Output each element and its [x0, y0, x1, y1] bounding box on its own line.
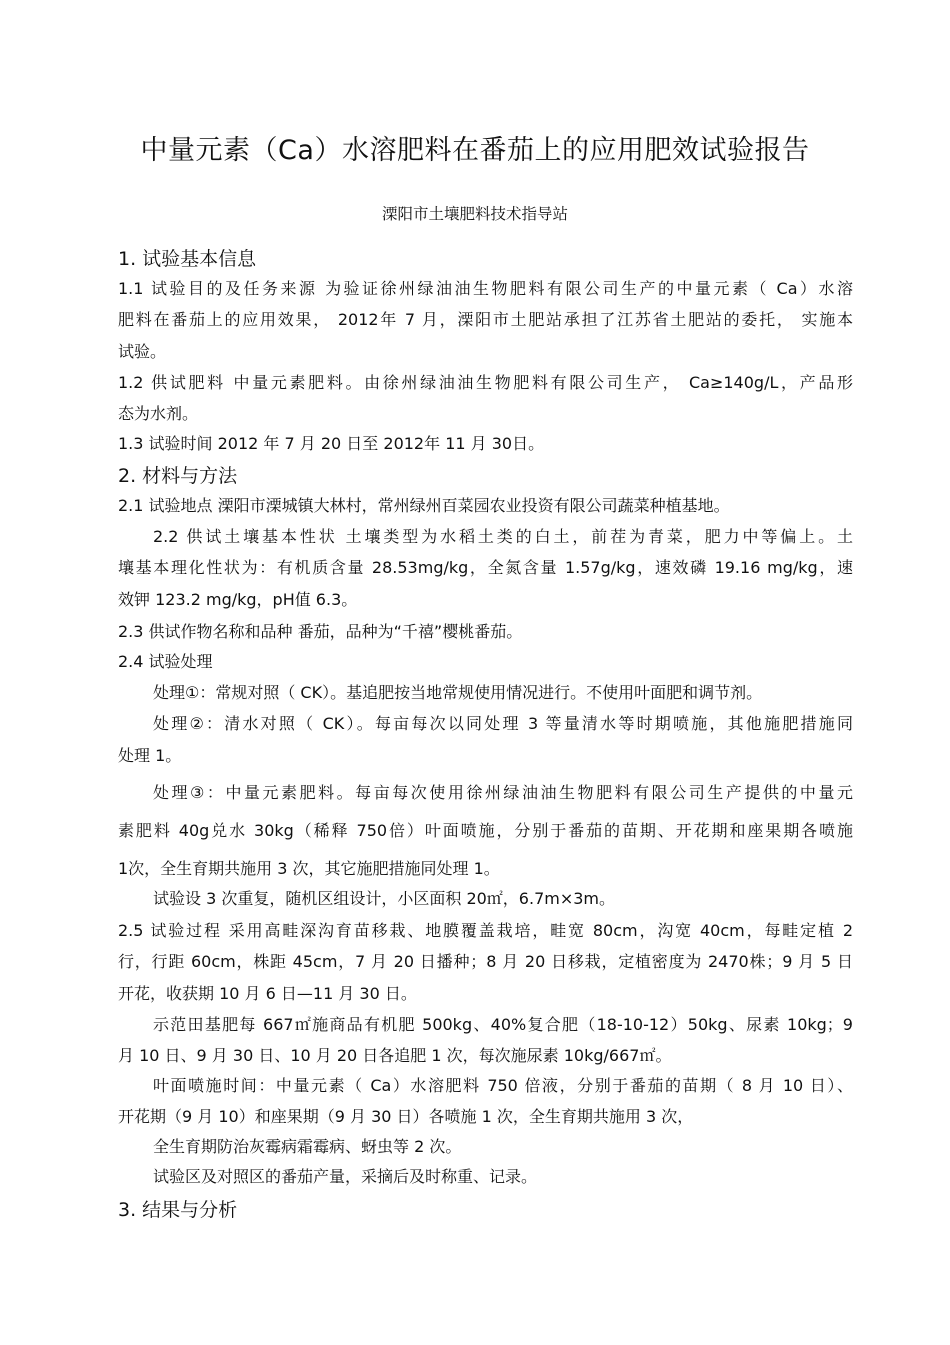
paragraph-line: 2.4 试验处理 [118, 652, 213, 671]
paragraph-line: 行，行距 60cm，株距 45cm，7 月 20 日播种；8 月 20 日移栽，定植密度为 2470株；9 月 5 日 [118, 952, 853, 971]
paragraph-line: 处理①：常规对照（ CK）。基追肥按当地常规使用情况进行。不使用叶面肥和调节剂。 [153, 683, 763, 702]
section-heading: 3. 结果与分析 [118, 1199, 238, 1221]
paragraph-line: 试验。 [118, 342, 167, 361]
paragraph-line: 示范田基肥每 667㎡施商品有机肥 500kg、40%复合肥（18-10-12）50kg、尿素 10kg；9 [153, 1015, 853, 1034]
paragraph-line: 素肥料 40g兑水 30kg（稀释 750倍）叶面喷施，分别于番茄的苗期、开花期和座果期各喷施 [118, 821, 853, 840]
paragraph-line: 处理 1。 [118, 746, 182, 765]
paragraph-line: 叶面喷施时间：中量元素（ Ca）水溶肥料 750 倍液，分别于番茄的苗期（ 8 月 10 日）、 [153, 1076, 853, 1095]
section-heading: 2. 材料与方法 [118, 465, 238, 487]
paragraph-line: 1.2 供试肥料 中量元素肥料。由徐州绿油油生物肥料有限公司生产， Ca≥140g/L，产品形 [118, 373, 853, 392]
paragraph-line: 2.1 试验地点 溧阳市溧城镇大林村，常州绿州百菜园农业投资有限公司蔬菜种植基地。 [118, 496, 730, 515]
paragraph-line: 2.3 供试作物名称和品种 番茄，品种为“千禧”樱桃番茄。 [118, 622, 523, 641]
paragraph-line: 2.5 试验过程 采用高畦深沟育苗移栽、地膜覆盖栽培，畦宽 80cm，沟宽 40cm，每畦定植 2 [118, 921, 853, 940]
report-title: 中量元素（Ca）水溶肥料在番茄上的应用肥效试验报告 [140, 135, 810, 166]
paragraph-line: 试验区及对照区的番茄产量，采摘后及时称重、记录。 [153, 1167, 538, 1186]
paragraph-line: 开花期（9 月 10）和座果期（9 月 30 日）各喷施 1 次，全生育期共施用 3 次， [118, 1107, 694, 1126]
paragraph-line: 1.1 试验目的及任务来源 为验证徐州绿油油生物肥料有限公司生产的中量元素（ Ca）水溶 [118, 279, 853, 298]
paragraph-line: 肥料在番茄上的应用效果， 2012年 7 月，溧阳市土肥站承担了江苏省土肥站的委托， 实施本 [118, 310, 853, 329]
paragraph-line: 效钾 123.2 mg/kg，pH值 6.3。 [118, 590, 358, 609]
section-heading: 1. 试验基本信息 [118, 248, 257, 270]
paragraph-line: 处理②：清水对照（ CK）。每亩每次以同处理 3 等量清水等时期喷施，其他施肥措施同 [153, 714, 853, 733]
paragraph-line: 开花，收获期 10 月 6 日—11 月 30 日。 [118, 984, 417, 1003]
paragraph-line: 处理③：中量元素肥料。每亩每次使用徐州绿油油生物肥料有限公司生产提供的中量元 [153, 783, 853, 802]
paragraph-line: 全生育期防治灰霉病霜霉病、蚜虫等 2 次。 [153, 1137, 462, 1156]
organization-name: 溧阳市土壤肥料技术指导站 [381, 205, 568, 223]
paragraph-line: 试验设 3 次重复，随机区组设计，小区面积 20㎡，6.7m×3m。 [153, 889, 616, 908]
paragraph-line: 态为水剂。 [118, 404, 199, 423]
paragraph-line: 2.2 供试土壤基本性状 土壤类型为水稻土类的白土，前茬为青菜，肥力中等偏上。土 [153, 527, 853, 546]
paragraph-line: 月 10 日、9 月 30 日、10 月 20 日各追肥 1 次，每次施尿素 10kg/667㎡。 [118, 1046, 672, 1065]
paragraph-line: 1次，全生育期共施用 3 次，其它施肥措施同处理 1。 [118, 859, 500, 878]
paragraph-line: 1.3 试验时间 2012 年 7 月 20 日至 2012年 11 月 30日。 [118, 434, 545, 453]
paragraph-line: 壤基本理化性状为：有机质含量 28.53mg/kg，全氮含量 1.57g/kg，速效磷 19.16 mg/kg，速 [118, 558, 853, 577]
